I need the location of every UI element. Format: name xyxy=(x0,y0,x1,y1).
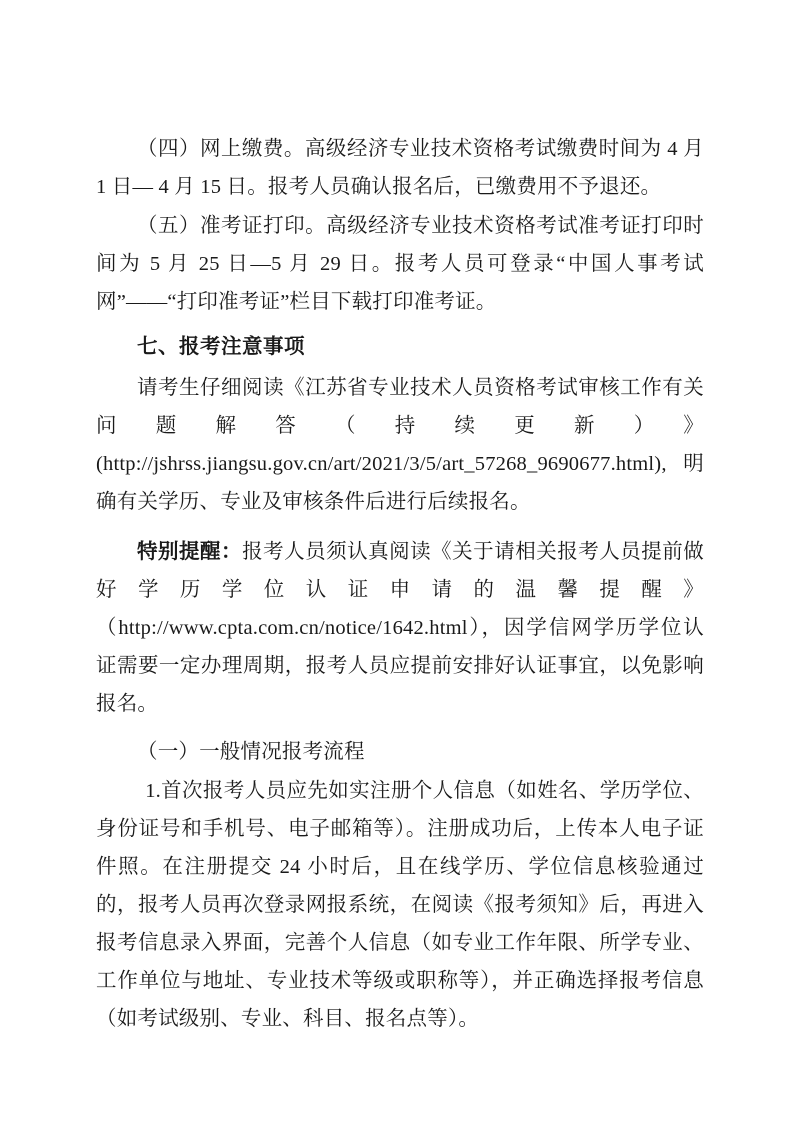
paragraph-payment: （四）网上缴费。高级经济专业技术资格考试缴费时间为 4 月 1 日— 4 月 15 日。报考人员确认报名后，已缴费用不予退还。 xyxy=(96,138,704,198)
paragraph-special-reminder xyxy=(96,533,704,723)
paragraph-step-1: 1.首次报考人员应先如实注册个人信息（如姓名、学历学位、身份证号和手机号、电子邮箱等）。注册成功后，上传本人电子证件照。在注册提交 24 小时后，且在线学历、学位信息核验通过的，报考人员再次登录网报系统，在阅读《报考须知》后，再进入报考信息录入界面，完善个人信息（如专业工作年限、所学专业、工作单位与地址、专业技术等级或职称等），并正确选择报考信息（如考试级别、专业、科目、报名点等）。 xyxy=(96,780,704,1030)
special-reminder-text: 报考人员须认真阅读《关于请相关报考人员提前做好学历学位认证申请的温馨提醒》（http://www.cpta.com.cn/notice/1642.html），因学信网学历学位认证需要一定办理周期，报考人员应提前安排好认证事宜，以免影响报名。 xyxy=(96,541,704,715)
section-heading-notes: 七、报考注意事项 xyxy=(137,335,305,358)
paragraph-admission-ticket: （五）准考证打印。高级经济专业技术资格考试准考证打印时间为 5 月 25 日—5 月 29 日。报考人员可登录“中国人事考试网”——“打印准考证”栏目下载打印准考证。 xyxy=(96,215,704,313)
special-reminder-lead: 特别提醒： xyxy=(137,540,243,563)
paragraph-read-carefully: 请考生仔细阅读《江苏省专业技术人员资格考试审核工作有关问题解答（持续更新）》(http://jshrss.jiangsu.gov.cn/art/2021/3/5/art_57268_9690677.html),明确有关学历、专业及审核条件后进行后续报名。 xyxy=(96,377,704,513)
subheading-general-process: （一）一般情况报考流程 xyxy=(137,741,365,763)
document-body xyxy=(96,130,704,1039)
